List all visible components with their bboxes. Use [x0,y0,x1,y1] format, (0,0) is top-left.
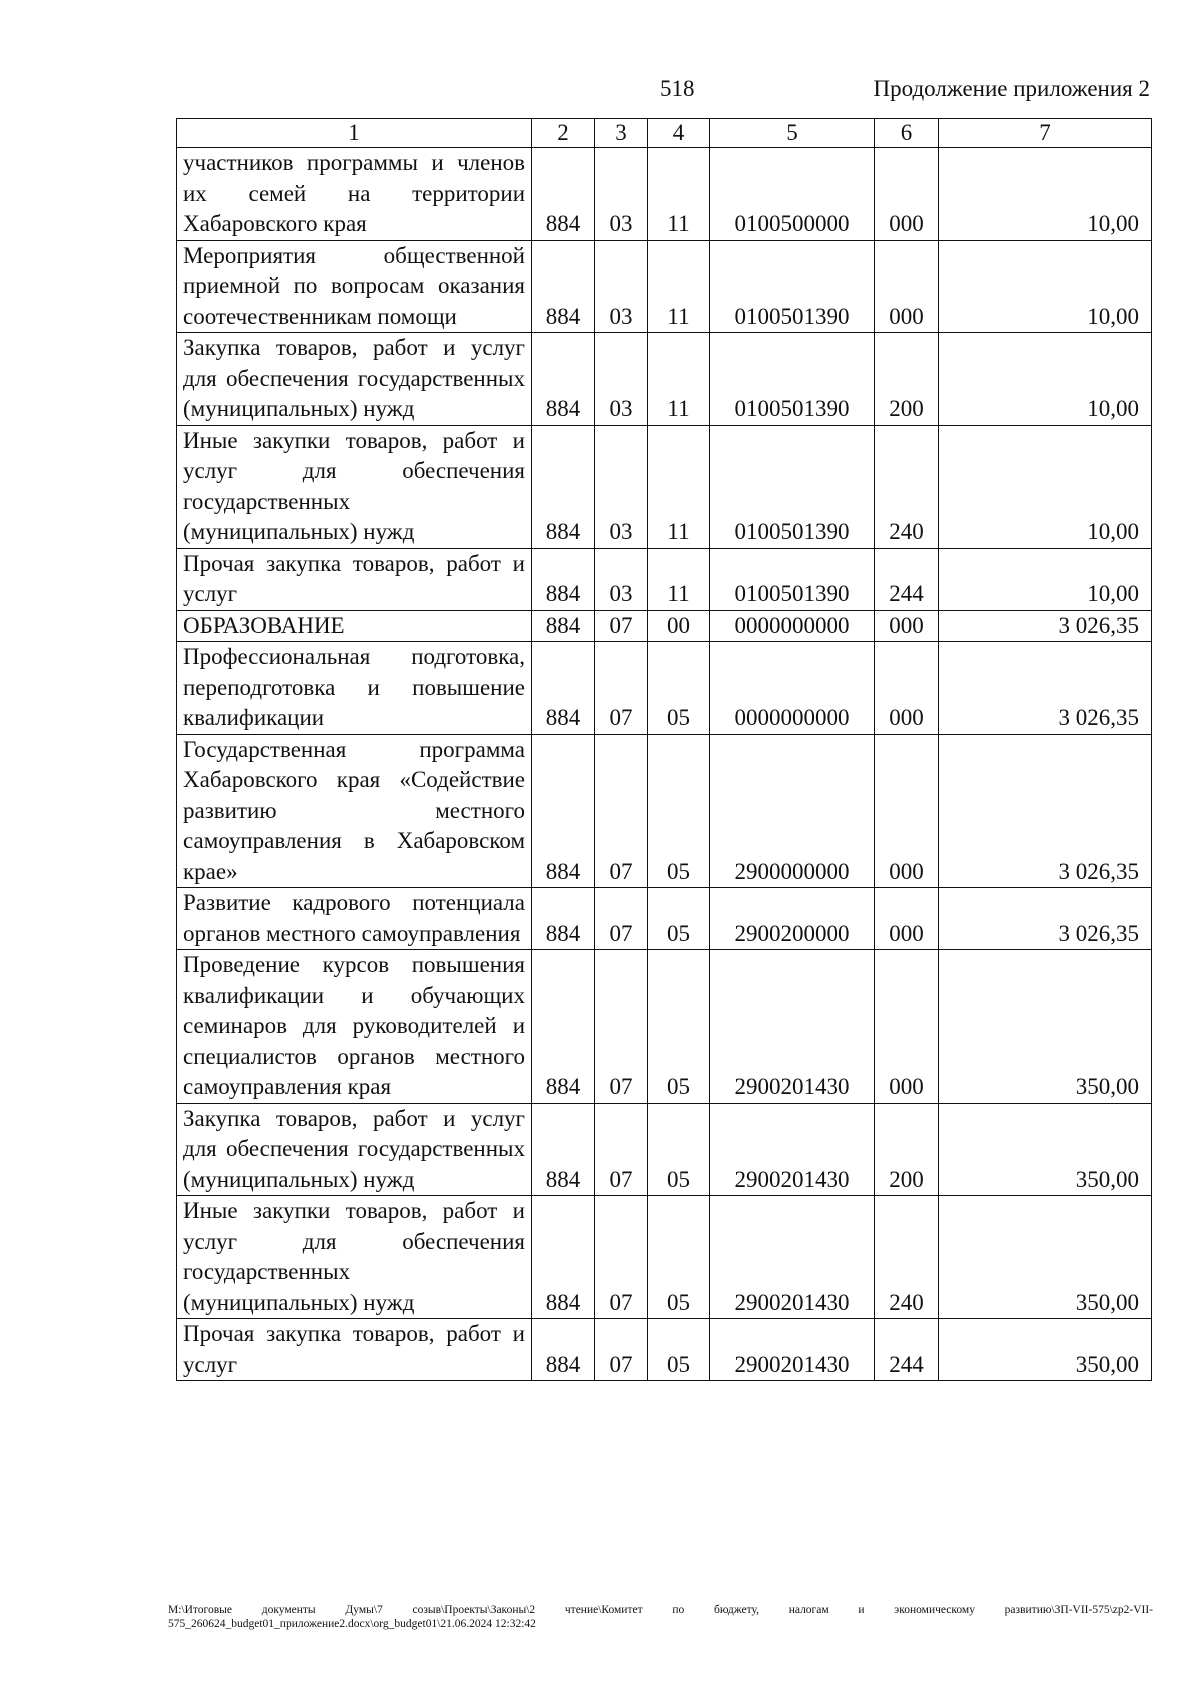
row-name-cell: Профессиональная подготовка, переподготовка и повышение квалификации [177,642,532,735]
amount-cell: 3 026,35 [939,610,1152,642]
expense-type-cell: 240 [875,1196,939,1319]
subsection-cell: 11 [648,240,710,333]
subsection-cell: 11 [648,548,710,610]
ministry-code-cell: 884 [532,642,595,735]
section-cell: 07 [595,1196,648,1319]
subsection-cell: 05 [648,1196,710,1319]
table-row [177,148,1152,241]
section-cell: 07 [595,610,648,642]
table-row [177,734,1152,888]
expense-type-cell: 200 [875,333,939,426]
target-article-cell: 2900201430 [710,950,875,1104]
table-row [177,1319,1152,1381]
ministry-code-cell: 884 [532,734,595,888]
ministry-code-cell: 884 [532,888,595,950]
ministry-code-cell: 884 [532,1319,595,1381]
section-cell: 07 [595,1103,648,1196]
expense-type-cell: 000 [875,734,939,888]
ministry-code-cell: 884 [532,950,595,1104]
page-number: 518 [660,76,695,101]
target-article-cell: 2900201430 [710,1103,875,1196]
expense-type-cell: 000 [875,642,939,735]
table-row [177,333,1152,426]
target-article-cell: 2900000000 [710,734,875,888]
page-header [0,76,1200,106]
row-name-cell: Развитие кадрового потенциала органов местного самоуправления [177,888,532,950]
target-article-cell: 0100501390 [710,548,875,610]
expense-type-cell: 240 [875,425,939,548]
section-cell: 07 [595,888,648,950]
row-name-cell: ОБРАЗОВАНИЕ [177,610,532,642]
amount-cell: 350,00 [939,1196,1152,1319]
amount-cell: 10,00 [939,425,1152,548]
table-row [177,888,1152,950]
subsection-cell: 05 [648,642,710,735]
ministry-code-cell: 884 [532,425,595,548]
ministry-code-cell: 884 [532,548,595,610]
section-cell: 03 [595,148,648,241]
subsection-cell: 05 [648,1319,710,1381]
subsection-cell: 11 [648,425,710,548]
amount-cell: 10,00 [939,148,1152,241]
table-row [177,1196,1152,1319]
column-number-row [177,119,1152,148]
target-article-cell: 0100501390 [710,240,875,333]
continuation-note: Продолжение приложения 2 [873,76,1150,101]
amount-cell: 10,00 [939,333,1152,426]
expense-type-cell: 000 [875,610,939,642]
amount-cell: 350,00 [939,1319,1152,1381]
column-number: 7 [939,119,1152,148]
target-article-cell: 0100500000 [710,148,875,241]
ministry-code-cell: 884 [532,333,595,426]
column-number: 4 [648,119,710,148]
row-name-cell: Иные закупки товаров, работ и услуг для обеспечения государственных (муниципальных) нужд [177,425,532,548]
row-name-cell: Закупка товаров, работ и услуг для обеспечения государственных (муниципальных) нужд [177,333,532,426]
target-article-cell: 0100501390 [710,425,875,548]
row-name-cell: Иные закупки товаров, работ и услуг для обеспечения государственных (муниципальных) нужд [177,1196,532,1319]
subsection-cell: 00 [648,610,710,642]
budget-table [176,118,1152,1381]
column-number: 3 [595,119,648,148]
section-cell: 03 [595,240,648,333]
expense-type-cell: 200 [875,1103,939,1196]
expense-type-cell: 000 [875,148,939,241]
subsection-cell: 11 [648,333,710,426]
amount-cell: 350,00 [939,950,1152,1104]
column-number: 5 [710,119,875,148]
subsection-cell: 05 [648,734,710,888]
expense-type-cell: 244 [875,1319,939,1381]
table-row [177,240,1152,333]
subsection-cell: 05 [648,888,710,950]
target-article-cell: 2900200000 [710,888,875,950]
subsection-cell: 05 [648,950,710,1104]
table-row [177,1103,1152,1196]
file-path-footer: М:\Итоговые документы Думы\7 созыв\Проекты\Законы\2 чтение\Комитет по бюджету, налогам и экономическому развитию\ЗП-VII-575\zp2-VII-575_260624_budget01_приложение2.docx\org_budget01\21.06.2024 12:32:42 [168,1604,1153,1630]
row-name-cell: участников программы и членов их семей на территории Хабаровского края [177,148,532,241]
ministry-code-cell: 884 [532,610,595,642]
expense-type-cell: 000 [875,240,939,333]
ministry-code-cell: 884 [532,1196,595,1319]
target-article-cell: 2900201430 [710,1196,875,1319]
amount-cell: 3 026,35 [939,642,1152,735]
target-article-cell: 0100501390 [710,333,875,426]
expense-type-cell: 000 [875,950,939,1104]
column-number: 1 [177,119,532,148]
section-cell: 03 [595,548,648,610]
row-name-cell: Мероприятия общественной приемной по вопросам оказания соотечественникам помощи [177,240,532,333]
subsection-cell: 05 [648,1103,710,1196]
amount-cell: 10,00 [939,240,1152,333]
amount-cell: 10,00 [939,548,1152,610]
section-cell: 07 [595,734,648,888]
row-name-cell: Закупка товаров, работ и услуг для обеспечения государственных (муниципальных) нужд [177,1103,532,1196]
section-cell: 03 [595,425,648,548]
target-article-cell: 2900201430 [710,1319,875,1381]
column-number: 6 [875,119,939,148]
table-row [177,950,1152,1104]
expense-type-cell: 244 [875,548,939,610]
subsection-cell: 11 [648,148,710,241]
row-name-cell: Проведение курсов повышения квалификации и обучающих семинаров для руководителей и специалистов органов местного самоуправления края [177,950,532,1104]
amount-cell: 350,00 [939,1103,1152,1196]
amount-cell: 3 026,35 [939,888,1152,950]
ministry-code-cell: 884 [532,240,595,333]
table-row [177,642,1152,735]
table-row [177,548,1152,610]
table-row [177,610,1152,642]
row-name-cell: Прочая закупка товаров, работ и услуг [177,548,532,610]
expense-type-cell: 000 [875,888,939,950]
table-row [177,425,1152,548]
amount-cell: 3 026,35 [939,734,1152,888]
section-cell: 07 [595,950,648,1104]
ministry-code-cell: 884 [532,148,595,241]
row-name-cell: Государственная программа Хабаровского края «Содействие развитию местного самоуправления в Хабаровском крае» [177,734,532,888]
target-article-cell: 0000000000 [710,610,875,642]
section-cell: 03 [595,333,648,426]
section-cell: 07 [595,642,648,735]
row-name-cell: Прочая закупка товаров, работ и услуг [177,1319,532,1381]
ministry-code-cell: 884 [532,1103,595,1196]
column-number: 2 [532,119,595,148]
target-article-cell: 0000000000 [710,642,875,735]
section-cell: 07 [595,1319,648,1381]
